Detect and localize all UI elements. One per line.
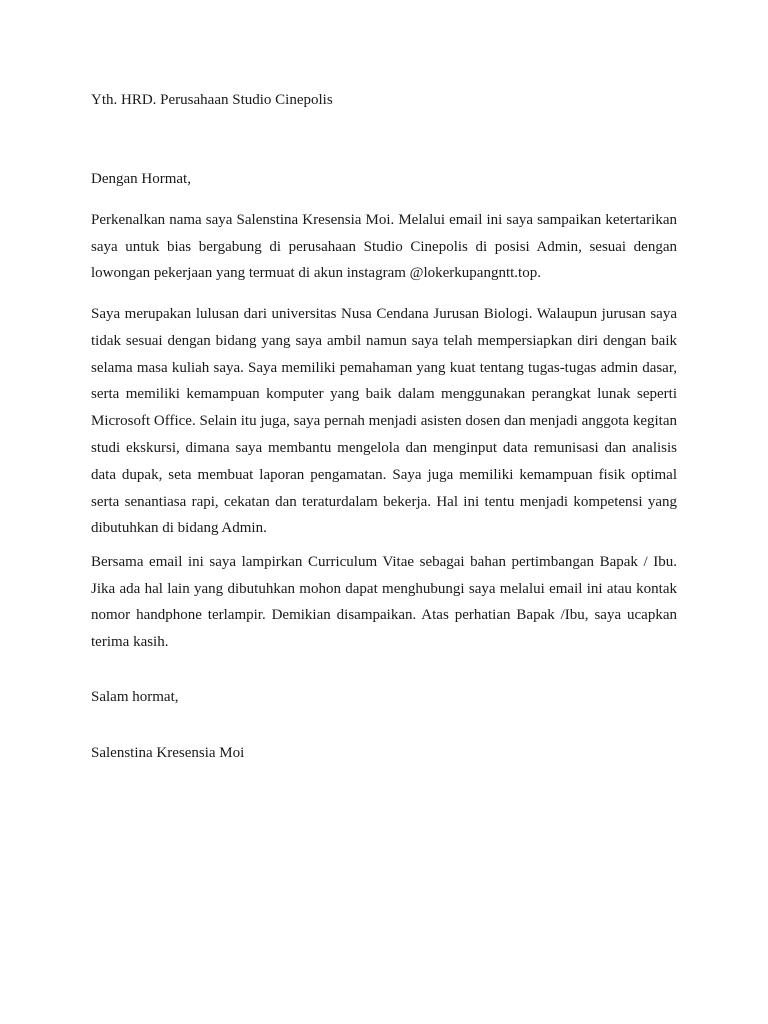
paragraph-introduction: Perkenalkan nama saya Salenstina Kresensia Moi. Melalui email ini saya sampaikan ketertarikan saya untuk bias bergabung di perusahaan Studio Cinepolis di posisi Admin, sesuai dengan lowongan pekerjaan yang termuat di akun instagram @lokerkupangntt.top.: [91, 212, 677, 282]
paragraph-qualifications: Saya merupakan lulusan dari universitas Nusa Cendana Jurusan Biologi. Walaupun jurusan saya tidak sesuai dengan bidang yang saya ambil namun saya telah mempersiapkan diri dengan baik selama masa kuliah saya. Saya memiliki pemahaman yang kuat tentang tugas-tugas admin dasar, serta memiliki kemampuan komputer yang baik dalam menggunakan perangkat lunak seperti Microsoft Office. Selain itu juga, saya pernah menjadi asisten dosen dan menjadi anggota kegitan studi ekskursi, dimana saya membantu mengelola dan menginput data remunisasi dan analisis data dupak, seta membuat laporan pengamatan. Saya juga memiliki kemampuan fisik optimal serta senantiasa rapi, cekatan dan teraturdalam bekerja. Hal ini tentu menjadi kompetensi yang dibutuhkan di bidang Admin.: [91, 306, 677, 537]
paragraph-closing-remarks: Bersama email ini saya lampirkan Curriculum Vitae sebagai bahan pertimbangan Bapak / Ibu. Jika ada hal lain yang dibutuhkan mohon dapat menghubungi saya melalui email ini atau kontak nomor handphone terlampir. Demikian disampaikan. Atas perhatian Bapak /Ibu, saya ucapkan terima kasih.: [91, 554, 677, 651]
addressee: Yth. HRD. Perusahaan Studio Cinepolis: [91, 92, 333, 108]
closing-salutation: Salam hormat,: [91, 689, 179, 705]
signature-name: Salenstina Kresensia Moi: [91, 745, 245, 761]
greeting: Dengan Hormat,: [91, 171, 191, 187]
